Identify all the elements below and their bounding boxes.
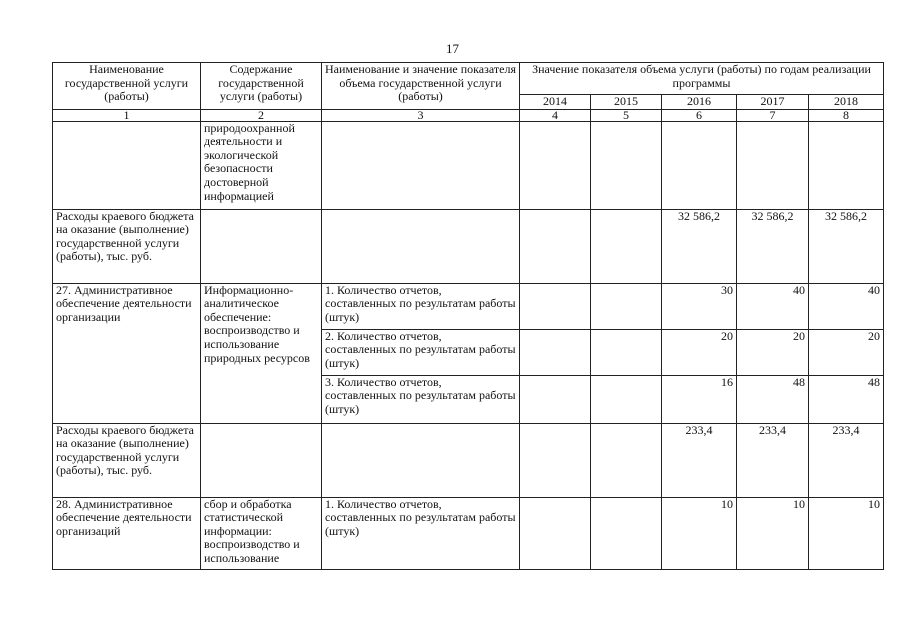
header-values-by-year: Значение показателя объема услуги (работы) по годам реализации программы <box>520 63 884 95</box>
column-number: 1 <box>53 109 201 121</box>
column-number: 8 <box>809 109 884 121</box>
column-number: 6 <box>662 109 737 121</box>
header-service-content: Содержание государственной услуги (работы) <box>201 63 322 110</box>
content-cell: сбор и обработка статистической информации: воспроизводство и использование <box>201 497 322 569</box>
value-cell: 20 <box>809 329 884 375</box>
value-cell: 32 586,2 <box>809 209 884 283</box>
value-cell <box>809 121 884 209</box>
value-cell <box>737 121 809 209</box>
value-cell: 48 <box>737 375 809 423</box>
value-cell: 10 <box>662 497 737 569</box>
column-number: 7 <box>737 109 809 121</box>
column-number: 5 <box>591 109 662 121</box>
table-row <box>53 497 884 569</box>
table-row <box>53 423 884 497</box>
service-cell <box>53 121 201 209</box>
table-row <box>53 209 884 283</box>
header-year: 2018 <box>809 95 884 110</box>
content-cell <box>201 423 322 497</box>
value-cell: 10 <box>809 497 884 569</box>
column-number: 2 <box>201 109 322 121</box>
value-cell: 233,4 <box>662 423 737 497</box>
value-cell <box>520 121 591 209</box>
content-cell: Информационно-аналитическое обеспечение: воспроизводство и использование природных ресурсов <box>201 283 322 423</box>
value-cell <box>520 283 591 329</box>
value-cell: 20 <box>662 329 737 375</box>
value-cell <box>520 497 591 569</box>
service-cell: Расходы краевого бюджета на оказание (выполнение) государственной услуги (работы), тыс. руб. <box>53 423 201 497</box>
indicator-cell: 1. Количество отчетов, составленных по результатам работы (штук) <box>322 497 520 569</box>
value-cell: 233,4 <box>809 423 884 497</box>
service-cell: 27. Административное обеспечение деятельности организации <box>53 283 201 423</box>
column-number: 4 <box>520 109 591 121</box>
service-cell: 28. Административное обеспечение деятельности организаций <box>53 497 201 569</box>
header-year: 2016 <box>662 95 737 110</box>
value-cell <box>591 329 662 375</box>
value-cell <box>591 497 662 569</box>
value-cell <box>520 209 591 283</box>
content-cell: природоохранной деятельности и экологической безопасности достоверной информацией <box>201 121 322 209</box>
value-cell: 16 <box>662 375 737 423</box>
indicator-cell <box>322 423 520 497</box>
page-number: 17 <box>446 41 459 56</box>
value-cell <box>591 375 662 423</box>
table-row <box>53 283 884 329</box>
column-number: 3 <box>322 109 520 121</box>
value-cell: 30 <box>662 283 737 329</box>
indicator-cell: 3. Количество отчетов, составленных по результатам работы (штук) <box>322 375 520 423</box>
service-cell: Расходы краевого бюджета на оказание (выполнение) государственной услуги (работы), тыс. руб. <box>53 209 201 283</box>
value-cell: 32 586,2 <box>662 209 737 283</box>
value-cell: 48 <box>809 375 884 423</box>
indicator-cell: 2. Количество отчетов, составленных по результатам работы (штук) <box>322 329 520 375</box>
indicator-cell <box>322 121 520 209</box>
indicator-cell <box>322 209 520 283</box>
header-year: 2014 <box>520 95 591 110</box>
value-cell: 10 <box>737 497 809 569</box>
table-row <box>53 121 884 209</box>
content-cell <box>201 209 322 283</box>
value-cell <box>520 329 591 375</box>
value-cell <box>520 423 591 497</box>
value-cell <box>662 121 737 209</box>
program-table <box>52 62 884 570</box>
value-cell: 32 586,2 <box>737 209 809 283</box>
indicator-cell: 1. Количество отчетов, составленных по результатам работы (штук) <box>322 283 520 329</box>
value-cell: 20 <box>737 329 809 375</box>
value-cell <box>591 283 662 329</box>
value-cell: 40 <box>737 283 809 329</box>
value-cell <box>591 209 662 283</box>
header-year: 2017 <box>737 95 809 110</box>
value-cell <box>520 375 591 423</box>
value-cell: 233,4 <box>737 423 809 497</box>
value-cell <box>591 423 662 497</box>
header-year: 2015 <box>591 95 662 110</box>
header-indicator: Наименование и значение показателя объема государственной услуги (работы) <box>322 63 520 110</box>
value-cell <box>591 121 662 209</box>
value-cell: 40 <box>809 283 884 329</box>
header-service-name: Наименование государственной услуги (работы) <box>53 63 201 110</box>
